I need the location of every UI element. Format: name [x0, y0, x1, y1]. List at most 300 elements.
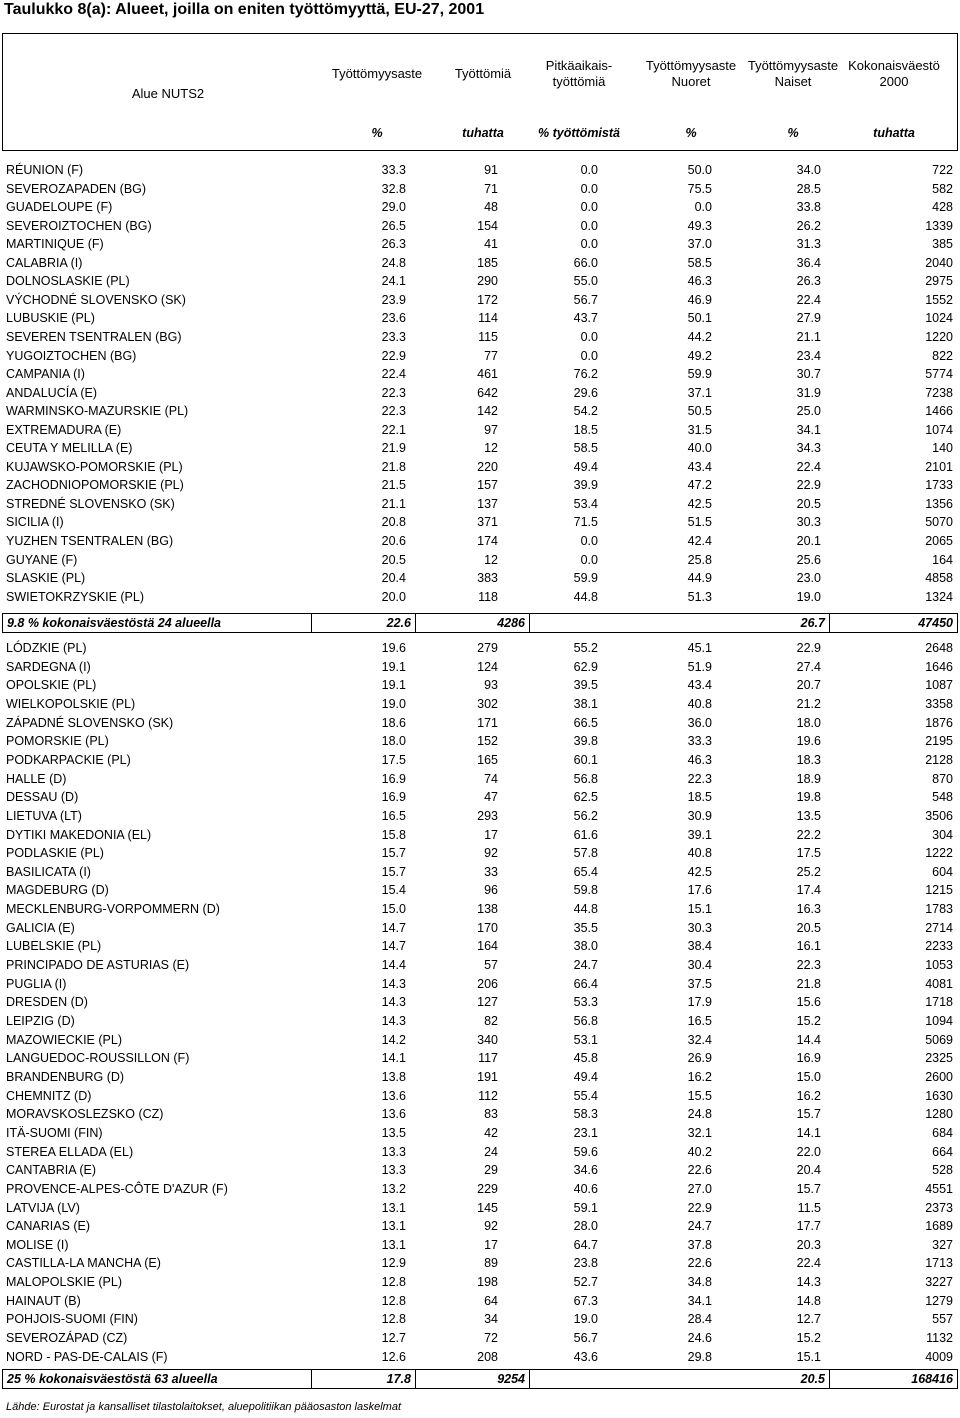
- source-note: Lähde: Eurostat ja kansalliset tilastolaitokset, aluepolitiikan pääosaston laskelmat: [6, 1401, 402, 1413]
- value-cell: 13.5: [796, 808, 821, 823]
- value-cell: 17.9: [687, 995, 712, 1010]
- value-cell: 50.5: [687, 404, 712, 419]
- value-cell: 4009: [925, 1349, 953, 1364]
- value-cell: 340: [477, 1032, 498, 1047]
- value-cell: 220: [477, 459, 498, 474]
- value-cell: 15.4: [381, 883, 406, 898]
- region-name: BASILICATA (I): [6, 864, 91, 879]
- table-row: [0, 367, 960, 386]
- value-cell: 20.5: [796, 920, 821, 935]
- value-cell: 4858: [925, 571, 953, 586]
- value-cell: 13.3: [381, 1163, 406, 1178]
- value-cell: 208: [477, 1349, 498, 1364]
- value-cell: 20.4: [381, 571, 406, 586]
- region-name: VÝCHODNÉ SLOVENSKO (SK): [6, 292, 186, 307]
- value-cell: 1356: [925, 496, 953, 511]
- region-name: DRESDEN (D): [6, 995, 88, 1010]
- region-name: CASTILLA-LA MANCHA (E): [6, 1256, 161, 1271]
- value-cell: 14.7: [381, 920, 406, 935]
- summary-label: 9.8 % kokonaisväestöstä 24 alueella: [7, 616, 222, 630]
- region-name: LANGUEDOC-ROUSSILLON (F): [6, 1051, 190, 1066]
- region-name: CANARIAS (E): [6, 1219, 91, 1234]
- value-cell: 51.3: [687, 589, 712, 604]
- value-cell: 12.8: [381, 1293, 406, 1308]
- value-cell: 38.1: [573, 696, 598, 711]
- region-name: LUBELSKIE (PL): [6, 939, 102, 954]
- value-cell: 22.6: [687, 1256, 712, 1271]
- value-cell: 50.1: [687, 311, 712, 326]
- value-cell: 53.1: [573, 1032, 598, 1047]
- value-cell: 36.0: [687, 715, 712, 730]
- value-cell: 2714: [925, 920, 953, 935]
- value-cell: 93: [484, 678, 498, 693]
- value-cell: 19.6: [381, 641, 406, 655]
- value-cell: 229: [477, 1181, 498, 1196]
- value-cell: 115: [478, 329, 498, 344]
- region-name: ZÁPADNÉ SLOVENSKO (SK): [6, 715, 174, 730]
- value-cell: 302: [477, 696, 498, 711]
- region-name: HALLE (D): [6, 771, 67, 786]
- value-cell: 140: [932, 441, 953, 456]
- table-row: [0, 515, 960, 534]
- table-title: Taulukko 8(a): Alueet, joilla on eniten työttömyyttä, EU-27, 2001: [4, 1, 485, 18]
- value-cell: 22.0: [796, 1144, 821, 1159]
- header-col-0: Työttömyysaste: [331, 66, 423, 81]
- summary-rate: 22.6: [311, 614, 415, 632]
- value-cell: 164: [477, 939, 498, 954]
- table-row: [0, 995, 960, 1014]
- value-cell: 582: [932, 181, 953, 196]
- value-cell: 1466: [925, 404, 953, 419]
- value-cell: 34.1: [796, 422, 821, 437]
- value-cell: 28.0: [573, 1219, 598, 1234]
- value-cell: 82: [484, 1014, 498, 1028]
- region-name: DOLNOSLASKIE (PL): [6, 274, 130, 289]
- value-cell: 1094: [925, 1014, 953, 1028]
- value-cell: 165: [477, 752, 498, 767]
- value-cell: 22.9: [796, 641, 821, 655]
- value-cell: 528: [932, 1163, 953, 1178]
- header-col-4: Työttömyysaste Naiset: [747, 58, 839, 89]
- value-cell: 59.8: [573, 883, 598, 898]
- value-cell: 22.3: [796, 958, 821, 973]
- value-cell: 145: [477, 1200, 498, 1215]
- value-cell: 2065: [925, 534, 953, 548]
- value-cell: 0.0: [580, 552, 598, 567]
- table-row: [0, 641, 960, 660]
- value-cell: 1552: [925, 292, 953, 307]
- value-cell: 170: [477, 920, 498, 935]
- value-cell: 39.1: [687, 827, 712, 842]
- region-name: DESSAU (D): [6, 790, 79, 805]
- value-cell: 83: [484, 1107, 498, 1122]
- region-name: MORAVSKOSLEZSKO (CZ): [6, 1107, 164, 1122]
- value-cell: 1280: [925, 1107, 953, 1122]
- table-row: [0, 1219, 960, 1238]
- value-cell: 18.6: [381, 715, 406, 730]
- value-cell: 19.0: [573, 1312, 598, 1327]
- value-cell: 12.9: [381, 1256, 406, 1271]
- summary-row-24: [2, 613, 958, 633]
- value-cell: 28.5: [796, 181, 821, 196]
- value-cell: 16.9: [796, 1051, 821, 1066]
- region-name: LEIPZIG (D): [6, 1014, 75, 1028]
- header-col-3: Työttömyysaste Nuoret: [645, 58, 737, 89]
- table-row: [0, 497, 960, 516]
- value-cell: 114: [478, 311, 498, 326]
- value-cell: 57: [484, 958, 498, 973]
- region-name: CEUTA Y MELILLA (E): [6, 441, 133, 456]
- value-cell: 22.3: [381, 385, 406, 400]
- value-cell: 20.7: [796, 678, 821, 693]
- value-cell: 22.4: [796, 1256, 821, 1271]
- value-cell: 17.6: [687, 883, 712, 898]
- value-cell: 12.8: [381, 1275, 406, 1290]
- region-name: SWIETOKRZYSKIE (PL): [6, 589, 144, 604]
- header-unit-2: % työttömistä: [538, 126, 620, 140]
- region-name: PUGLIA (I): [6, 976, 67, 991]
- value-cell: 34: [484, 1312, 498, 1327]
- value-cell: 22.9: [381, 348, 406, 363]
- value-cell: 2648: [925, 641, 953, 655]
- value-cell: 16.9: [381, 771, 406, 786]
- value-cell: 46.9: [687, 292, 712, 307]
- table-row: [0, 349, 960, 368]
- value-cell: 327: [932, 1237, 953, 1252]
- value-cell: 16.5: [381, 808, 406, 823]
- value-cell: 22.4: [796, 292, 821, 307]
- value-cell: 13.1: [381, 1219, 406, 1234]
- value-cell: 12.6: [381, 1349, 406, 1364]
- value-cell: 0.0: [580, 218, 598, 233]
- value-cell: 62.9: [573, 659, 598, 674]
- table-row: [0, 1294, 960, 1313]
- value-cell: 22.1: [381, 422, 406, 437]
- value-cell: 2195: [925, 734, 953, 749]
- value-cell: 17: [484, 1237, 498, 1252]
- value-cell: 1222: [925, 846, 953, 861]
- region-name: OPOLSKIE (PL): [6, 678, 97, 693]
- value-cell: 49.4: [573, 1069, 598, 1084]
- value-cell: 21.2: [796, 696, 821, 711]
- table-row: [0, 534, 960, 553]
- value-cell: 33.3: [381, 163, 406, 177]
- value-cell: 171: [477, 715, 498, 730]
- region-name: LATVIJA (LV): [6, 1200, 80, 1215]
- header-col-2: Pitkäaikais- työttömiä: [545, 58, 613, 89]
- value-cell: 71: [484, 181, 498, 196]
- value-cell: 0.0: [580, 181, 598, 196]
- region-name: PODKARPACKIE (PL): [6, 752, 131, 767]
- value-cell: 42.5: [687, 864, 712, 879]
- value-cell: 548: [932, 790, 953, 805]
- value-cell: 13.1: [381, 1200, 406, 1215]
- value-cell: 1215: [925, 883, 953, 898]
- value-cell: 29.8: [687, 1349, 712, 1364]
- table-row: [0, 274, 960, 293]
- value-cell: 0.0: [580, 163, 598, 177]
- table-row: [0, 163, 960, 182]
- table-row: [0, 939, 960, 958]
- value-cell: 0.0: [580, 200, 598, 215]
- value-cell: 30.3: [796, 515, 821, 530]
- value-cell: 18.3: [796, 752, 821, 767]
- value-cell: 34.6: [573, 1163, 598, 1178]
- value-cell: 37.5: [687, 976, 712, 991]
- value-cell: 18.0: [796, 715, 821, 730]
- region-name: SICILIA (I): [6, 515, 64, 530]
- table-row: [0, 1033, 960, 1052]
- value-cell: 44.2: [687, 329, 712, 344]
- value-cell: 57.8: [573, 846, 598, 861]
- region-name: GUADELOUPE (F): [6, 200, 113, 215]
- value-cell: 24: [484, 1144, 498, 1159]
- value-cell: 664: [932, 1144, 953, 1159]
- value-cell: 92: [484, 846, 498, 861]
- summary-population: 47450: [829, 614, 957, 632]
- value-cell: 371: [477, 515, 498, 530]
- value-cell: 1024: [925, 311, 953, 326]
- header-unit-1: tuhatta: [462, 126, 504, 140]
- value-cell: 15.2: [796, 1331, 821, 1346]
- value-cell: 60.1: [573, 752, 598, 767]
- value-cell: 61.6: [573, 827, 598, 842]
- value-cell: 23.3: [381, 329, 406, 344]
- value-cell: 20.8: [381, 515, 406, 530]
- value-cell: 0.0: [694, 200, 712, 215]
- value-cell: 23.0: [796, 571, 821, 586]
- table-row: [0, 734, 960, 753]
- value-cell: 24.8: [687, 1107, 712, 1122]
- value-cell: 54.2: [573, 404, 598, 419]
- region-name: PROVENCE-ALPES-CÔTE D'AZUR (F): [6, 1181, 228, 1196]
- value-cell: 383: [477, 571, 498, 586]
- value-cell: 53.3: [573, 995, 598, 1010]
- value-cell: 32.8: [381, 181, 406, 196]
- region-name: PRINCIPADO DE ASTURIAS (E): [6, 958, 190, 973]
- value-cell: 870: [932, 771, 953, 786]
- value-cell: 25.0: [796, 404, 821, 419]
- value-cell: 18.9: [796, 771, 821, 786]
- value-cell: 198: [477, 1275, 498, 1290]
- region-name: HAINAUT (B): [6, 1293, 81, 1308]
- table-row: [0, 678, 960, 697]
- value-cell: 58.3: [573, 1107, 598, 1122]
- region-name: ITÄ-SUOMI (FIN): [6, 1125, 103, 1140]
- value-cell: 124: [477, 659, 498, 674]
- value-cell: 40.8: [687, 696, 712, 711]
- value-cell: 5774: [925, 367, 953, 382]
- value-cell: 34.3: [796, 441, 821, 456]
- table-row: [0, 1201, 960, 1220]
- value-cell: 34.0: [796, 163, 821, 177]
- value-cell: 1053: [925, 958, 953, 973]
- value-cell: 23.9: [381, 292, 406, 307]
- region-name: LIETUVA (LT): [6, 808, 82, 823]
- table-row: [0, 1350, 960, 1369]
- value-cell: 26.5: [381, 218, 406, 233]
- value-cell: 66.0: [573, 255, 598, 270]
- value-cell: 185: [477, 255, 498, 270]
- value-cell: 3358: [925, 696, 953, 711]
- value-cell: 24.1: [381, 274, 406, 289]
- value-cell: 46.3: [687, 752, 712, 767]
- header-unit-0: %: [371, 126, 383, 140]
- value-cell: 117: [478, 1051, 498, 1066]
- table-row: [0, 219, 960, 238]
- region-name: SLASKIE (PL): [6, 571, 86, 586]
- value-cell: 22.9: [687, 1200, 712, 1215]
- value-cell: 2975: [925, 274, 953, 289]
- value-cell: 26.3: [381, 237, 406, 252]
- value-cell: 30.4: [687, 958, 712, 973]
- value-cell: 96: [484, 883, 498, 898]
- value-cell: 24.7: [687, 1219, 712, 1234]
- value-cell: 51.5: [687, 515, 712, 530]
- value-cell: 1074: [925, 422, 953, 437]
- table-row: [0, 1145, 960, 1164]
- value-cell: 15.7: [381, 846, 406, 861]
- table-row: [0, 423, 960, 442]
- value-cell: 3227: [925, 1275, 953, 1290]
- value-cell: 19.0: [381, 696, 406, 711]
- value-cell: 16.2: [796, 1088, 821, 1103]
- value-cell: 31.3: [796, 237, 821, 252]
- value-cell: 55.0: [573, 274, 598, 289]
- value-cell: 30.7: [796, 367, 821, 382]
- value-cell: 44.8: [573, 589, 598, 604]
- value-cell: 19.8: [796, 790, 821, 805]
- value-cell: 1220: [925, 329, 953, 344]
- value-cell: 1783: [925, 902, 953, 917]
- table-row: [0, 1238, 960, 1257]
- table-row: [0, 293, 960, 312]
- value-cell: 43.6: [573, 1349, 598, 1364]
- value-cell: 21.1: [796, 329, 821, 344]
- value-cell: 35.5: [573, 920, 598, 935]
- region-name: STEREA ELLADA (EL): [6, 1144, 134, 1159]
- value-cell: 41: [484, 237, 498, 252]
- value-cell: 112: [478, 1088, 498, 1103]
- value-cell: 15.0: [796, 1069, 821, 1084]
- value-cell: 1689: [925, 1219, 953, 1234]
- summary-label: 25 % kokonaisväestöstä 63 alueella: [7, 1372, 218, 1386]
- region-name: ZACHODNIOPOMORSKIE (PL): [6, 478, 184, 493]
- value-cell: 89: [484, 1256, 498, 1271]
- value-cell: 23.1: [573, 1125, 598, 1140]
- value-cell: 56.7: [573, 1331, 598, 1346]
- value-cell: 5069: [925, 1032, 953, 1047]
- header-col-1: Työttömiä: [454, 66, 512, 81]
- region-name: SEVEREN TSENTRALEN (BG): [6, 329, 182, 344]
- summary-rate: 17.8: [311, 1370, 415, 1388]
- table-row: [0, 237, 960, 256]
- value-cell: 1733: [925, 478, 953, 493]
- value-cell: 1324: [925, 589, 953, 604]
- value-cell: 20.5: [796, 496, 821, 511]
- table-row: [0, 1089, 960, 1108]
- region-name: EXTREMADURA (E): [6, 422, 122, 437]
- value-cell: 17.5: [796, 846, 821, 861]
- region-name: SARDEGNA (I): [6, 659, 91, 674]
- value-cell: 15.8: [381, 827, 406, 842]
- table-row: [0, 1331, 960, 1350]
- region-name: YUGOIZTOCHEN (BG): [6, 348, 137, 363]
- value-cell: 75.5: [687, 181, 712, 196]
- value-cell: 55.4: [573, 1088, 598, 1103]
- value-cell: 37.8: [687, 1237, 712, 1252]
- value-cell: 40.6: [573, 1181, 598, 1196]
- table-row: [0, 330, 960, 349]
- value-cell: 43.4: [687, 459, 712, 474]
- table-row: [0, 1256, 960, 1275]
- value-cell: 46.3: [687, 274, 712, 289]
- region-name: LÓDZKIE (PL): [6, 641, 87, 655]
- value-cell: 2600: [925, 1069, 953, 1084]
- region-name: MECKLENBURG-VORPOMMERN (D): [6, 902, 220, 917]
- table-row: [0, 753, 960, 772]
- value-cell: 138: [477, 902, 498, 917]
- value-cell: 50.0: [687, 163, 712, 177]
- region-name: SEVEROZAPADEN (BG): [6, 181, 147, 196]
- value-cell: 1132: [926, 1331, 953, 1346]
- value-cell: 19.0: [796, 589, 821, 604]
- value-cell: 3506: [925, 808, 953, 823]
- table-row: [0, 441, 960, 460]
- value-cell: 7238: [925, 385, 953, 400]
- value-cell: 1718: [925, 995, 953, 1010]
- value-cell: 21.9: [381, 441, 406, 456]
- value-cell: 2233: [925, 939, 953, 954]
- value-cell: 14.8: [796, 1293, 821, 1308]
- value-cell: 13.6: [381, 1088, 406, 1103]
- value-cell: 19.1: [381, 678, 406, 693]
- value-cell: 49.4: [573, 459, 598, 474]
- value-cell: 20.4: [796, 1163, 821, 1178]
- value-cell: 16.9: [381, 790, 406, 805]
- value-cell: 191: [477, 1069, 498, 1084]
- summary-unemployed: 9254: [415, 1370, 529, 1388]
- value-cell: 32.4: [687, 1032, 712, 1047]
- value-cell: 154: [477, 218, 498, 233]
- value-cell: 2101: [925, 459, 953, 474]
- value-cell: 22.2: [796, 827, 821, 842]
- value-cell: 37.1: [687, 385, 712, 400]
- value-cell: 14.7: [381, 939, 406, 954]
- table-row: [0, 1014, 960, 1033]
- table-row: [0, 977, 960, 996]
- region-name: POMORSKIE (PL): [6, 734, 109, 749]
- value-cell: 684: [932, 1125, 953, 1140]
- value-cell: 56.7: [573, 292, 598, 307]
- value-cell: 74: [484, 771, 498, 786]
- value-cell: 127: [477, 995, 498, 1010]
- value-cell: 26.2: [796, 218, 821, 233]
- value-cell: 22.3: [687, 771, 712, 786]
- region-name: CAMPANIA (I): [6, 367, 85, 382]
- value-cell: 20.0: [381, 589, 406, 604]
- table-row: [0, 865, 960, 884]
- value-cell: 1646: [925, 659, 953, 674]
- region-name: CANTABRIA (E): [6, 1163, 97, 1178]
- value-cell: 20.1: [796, 534, 821, 548]
- table-row: [0, 404, 960, 423]
- value-cell: 13.5: [381, 1125, 406, 1140]
- value-cell: 52.7: [573, 1275, 598, 1290]
- value-cell: 1339: [925, 218, 953, 233]
- value-cell: 48: [484, 200, 498, 215]
- value-cell: 15.5: [687, 1088, 712, 1103]
